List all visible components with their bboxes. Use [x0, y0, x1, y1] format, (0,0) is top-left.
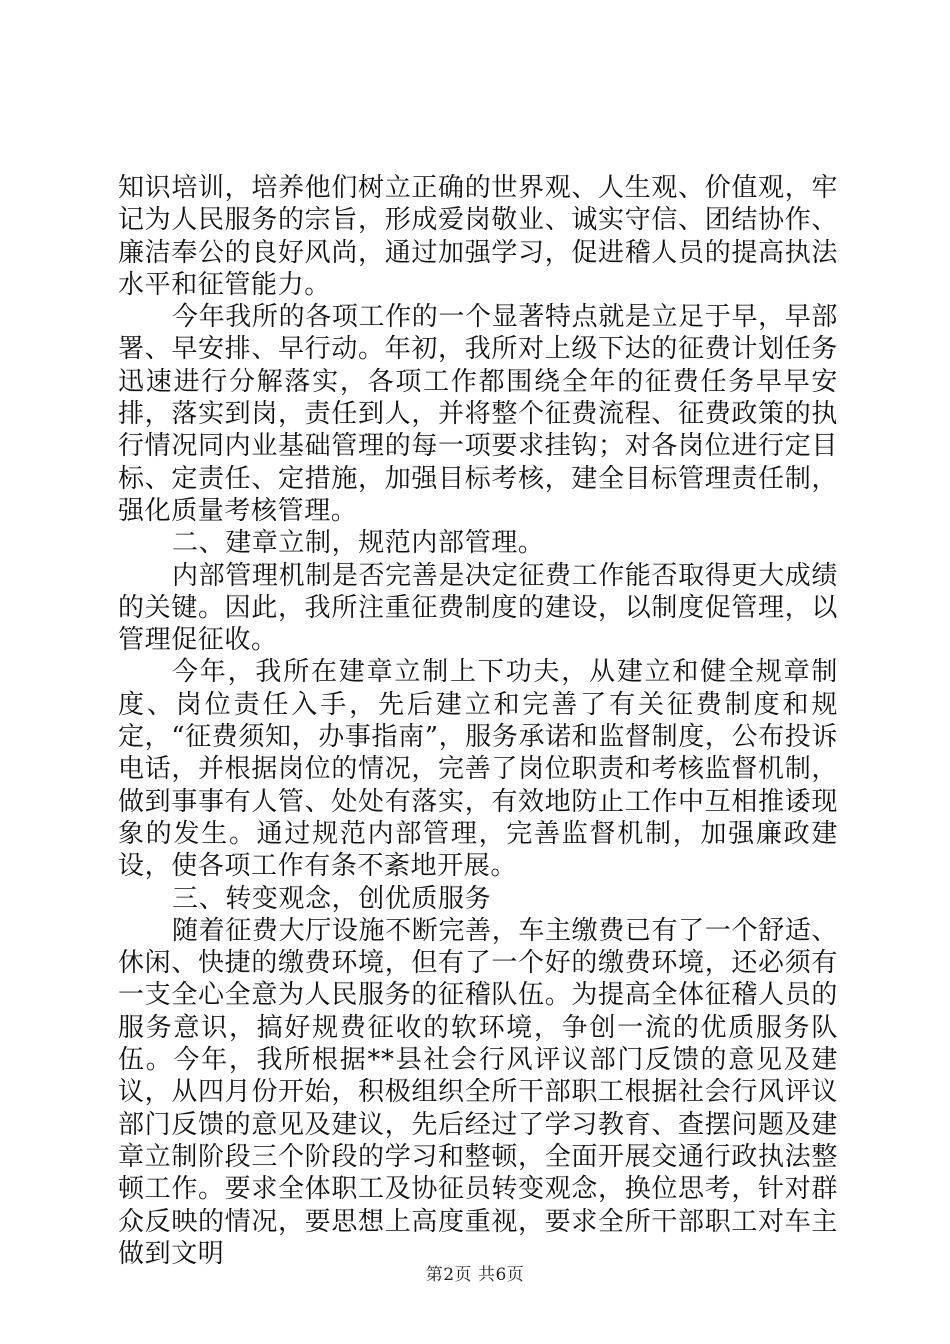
section-heading-3: 三、转变观念，创优质服务: [172, 883, 492, 914]
paragraph-service-quality: 随着征费大厅设施不断完善，车主缴费已有了一个舒适、休闲、快捷的缴费环境，但有了一个好的缴费环境，还必须有一支全心全意为人民服务的征稽队伍。为提高全体征稽人员的服务意识，搞好规费征收的软环境，争创一流的优质服务队伍。今年，我所根据**县社会行风评议部门反馈的意见及建议，从四月份开始，积极组织全所干部职工根据社会行风评议部门反馈的意见及建议，先后经过了学习教育、查摆问题及建章立制阶段三个阶段的学习和整顿，全面开展交通行政执法整顿工作。要求全体职工及协征员转变观念，换位思考，针对群众反映的情况，要思想上高度重视，要求全所干部职工对车主做到文明: [118, 915, 838, 1269]
paragraph-early-planning: 今年我所的各项工作的一个显著特点就是立足于早，早部署、早安排、早行动。年初，我所对上级下达的征费计划任务迅速进行分解落实，各项工作都围绕全年的征费任务早早安排，落实到岗，责任到人，并将整个征费流程、征费政策的执行情况同内业基础管理的每一项要求挂钩；对各岗位进行定目标、定责任、定措施，加强目标考核，建全目标管理责任制，强化质量考核管理。: [118, 302, 838, 526]
section-heading-2: 二、建章立制，规范内部管理。: [172, 528, 545, 559]
document-body: [118, 172, 838, 1270]
paragraph-rules-system: 今年，我所在建章立制上下功夫，从建立和健全规章制度、岗位责任入手，先后建立和完善了有关征费制度和规定，“征费须知，办事指南”，服务承诺和监督制度，公布投诉电话，并根据岗位的情况，完善了岗位职责和考核监督机制，做到事事有人管、处处有落实，有效地防止工作中互相推诿现象的发生。通过规范内部管理，完善监督机制，加强廉政建设，使各项工作有条不紊地开展。: [118, 657, 838, 882]
paragraph-management-mechanism: 内部管理机制是否完善是决定征费工作能否取得更大成绩的关键。因此，我所注重征费制度的建设，以制度促管理，以管理促征收。: [118, 560, 838, 656]
page-footer: 第2页 共6页: [425, 1265, 525, 1285]
paragraph-continuation: 知识培训，培养他们树立正确的世界观、人生观、价值观，牢记为人民服务的宗旨，形成爱岗敬业、诚实守信、团结协作、廉洁奉公的良好风尚，通过加强学习，促进稽人员的提高执法水平和征管能力。: [118, 173, 838, 300]
